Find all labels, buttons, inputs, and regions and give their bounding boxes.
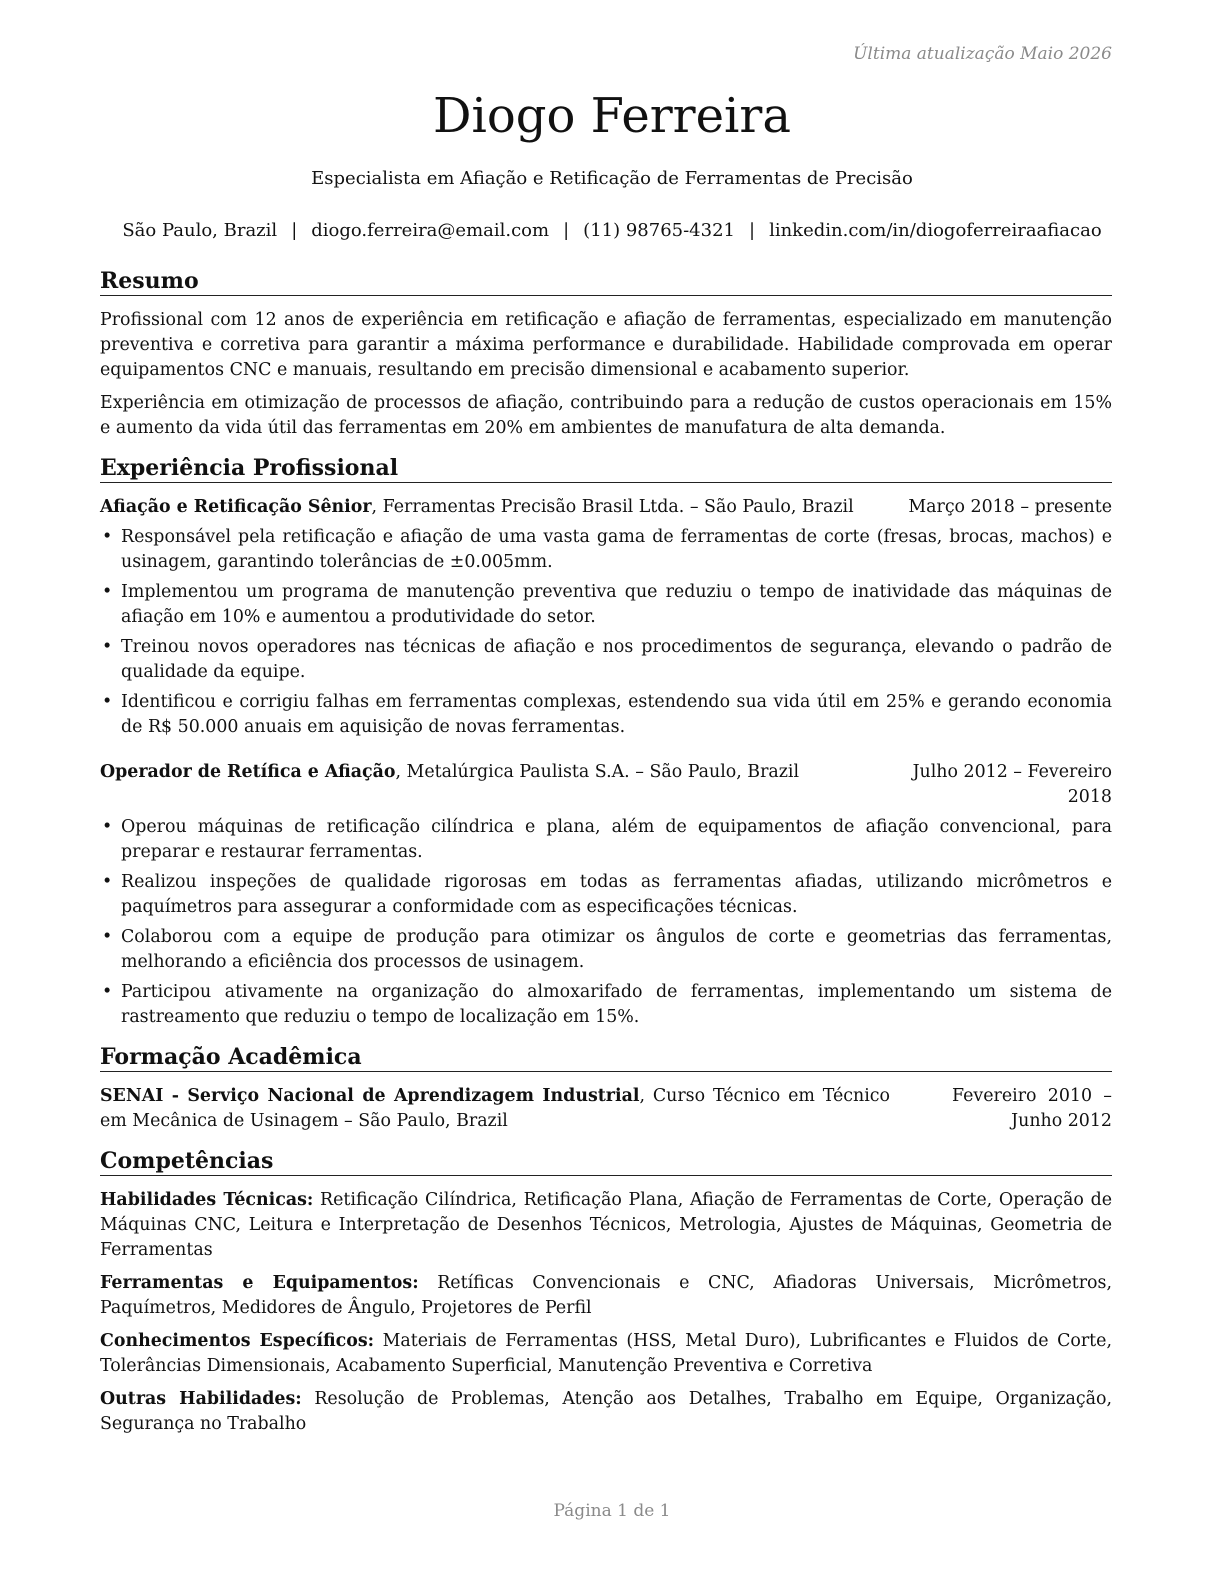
bullet-item: • Participou ativamente na organização do almoxarifado de ferramentas, implementando um sistema de rastreamento que reduziu o tempo de localização em 15%. — [100, 980, 1112, 1030]
contact-email[interactable]: diogo.ferreira@email.com — [311, 220, 550, 241]
education-description — [100, 1084, 890, 1134]
section-title-skills: Competências — [100, 1148, 1112, 1176]
summary-paragraph: Profissional com 12 anos de experiência em retificação e afiação de ferramentas, especializado em manutenção preventiva e corretiva para garantir a máxima performance e durabilidade. Habilidade comprovada em operar equipamentos CNC e manuais, resultando em precisão dimensional e acabamento superior. — [100, 310, 1112, 380]
bullet-item: • Colaborou com a equipe de produção para otimizar os ângulos de corte e geometrias das ferramentas, melhorando a eficiência dos processos de usinagem. — [100, 925, 1112, 975]
section-title-education: Formação Acadêmica — [100, 1044, 1112, 1072]
page-number: Página 1 de 1 — [553, 1501, 671, 1521]
job-title-line — [100, 495, 854, 520]
skill-value: Retificação Cilíndrica, Retificação Plana, Afiação de Ferramentas de Corte, Operação de Máquinas CNC, Leitura e Interpretação de Desenhos Técnicos, Metrologia, Ajustes de Máquinas, Geometria de Ferramentas — [100, 1190, 1113, 1260]
contact-separator: | — [749, 220, 756, 241]
skill-group — [100, 1188, 1112, 1263]
job-title-line — [100, 760, 799, 810]
job-role: Afiação e Retificação Sênior — [100, 497, 372, 517]
education-section — [100, 1044, 1112, 1134]
education-institution: SENAI - Serviço Nacional de Aprendizagem Industrial — [100, 1086, 640, 1106]
skill-value: Retíficas Convencionais e CNC, Afiadoras Universais, Micrômetros, Paquímetros, Medidores de Ângulo, Projetores de Perfil — [100, 1273, 1112, 1318]
skill-group — [100, 1329, 1112, 1379]
contact-location: São Paulo, Brazil — [122, 220, 278, 241]
job-bullets — [100, 815, 1112, 1030]
skill-group — [100, 1271, 1112, 1321]
section-title-experience: Experiência Profissional — [100, 455, 1112, 483]
job-role: Operador de Retífica e Afiação — [100, 762, 396, 782]
skill-label: Outras Habilidades: — [100, 1389, 302, 1409]
skill-value: Materiais de Ferramentas (HSS, Metal Duro), Lubrificantes e Fluidos de Corte, Tolerâncias Dimensionais, Acabamento Superficial, Manutenção Preventiva e Corretiva — [100, 1331, 1112, 1376]
education-dates: Fevereiro 2010 – Junho 2012 — [952, 1086, 1112, 1131]
education-entry — [100, 1084, 1112, 1134]
skills-section — [100, 1148, 1112, 1437]
summary-section — [100, 268, 1112, 441]
candidate-title: Especialista em Afiação e Retificação de Ferramentas de Precisão — [311, 168, 913, 189]
job-dates: Julho 2012 – Fevereiro 2018 — [912, 762, 1112, 807]
candidate-name: Diogo Ferreira — [433, 88, 791, 144]
contact-line — [0, 220, 1224, 241]
skill-group — [100, 1387, 1112, 1437]
bullet-item: • Implementou um programa de manutenção preventiva que reduziu o tempo de inatividade das máquinas de afiação em 10% e aumentou a produtividade do setor. — [100, 580, 1112, 630]
job-entry — [100, 760, 1112, 1030]
bullet-item: • Operou máquinas de retificação cilíndrica e plana, além de equipamentos de afiação convencional, para preparar e restaurar ferramentas. — [100, 815, 1112, 865]
bullet-item: • Identificou e corrigiu falhas em ferramentas complexas, estendendo sua vida útil em 25% e gerando economia de R$ 50.000 anuais em aquisição de novas ferramentas. — [100, 690, 1112, 740]
section-title-summary: Resumo — [100, 268, 1112, 296]
bullet-item: • Treinou novos operadores nas técnicas de afiação e nos procedimentos de segurança, elevando o padrão de qualidade da equipe. — [100, 635, 1112, 685]
skill-label: Habilidades Técnicas: — [100, 1190, 314, 1210]
summary-paragraph: Experiência em otimização de processos de afiação, contribuindo para a redução de custos operacionais em 15% e aumento da vida útil das ferramentas em 20% em ambientes de manufatura de alta demanda. — [100, 393, 1112, 438]
education-details: , Curso Técnico em Técnico em Mecânica de Usinagem – São Paulo, Brazil — [100, 1086, 890, 1131]
contact-phone: (11) 98765-4321 — [583, 220, 735, 241]
contact-linkedin[interactable]: linkedin.com/in/diogoferreiraafiacao — [769, 220, 1102, 241]
bullet-item: • Realizou inspeções de qualidade rigorosas em todas as ferramentas afiadas, utilizando micrômetros e paquímetros para assegurar a conformidade com as especificações técnicas. — [100, 870, 1112, 920]
skill-label: Ferramentas e Equipamentos: — [100, 1273, 419, 1293]
bullet-item: • Responsável pela retificação e afiação de uma vasta gama de ferramentas de corte (fresas, brocas, machos) e usinagem, garantindo tolerâncias de ±0.005mm. — [100, 525, 1112, 575]
job-header — [100, 495, 1112, 520]
contact-separator: | — [291, 220, 298, 241]
job-company: , Metalúrgica Paulista S.A. – São Paulo, Brazil — [395, 762, 800, 782]
skill-label: Conhecimentos Específicos: — [100, 1331, 375, 1351]
last-updated: Última atualização Maio 2026 — [853, 44, 1112, 64]
job-company: , Ferramentas Precisão Brasil Ltda. – São Paulo, Brazil — [371, 497, 854, 517]
resume-content — [100, 268, 1112, 1451]
job-entry — [100, 495, 1112, 740]
job-bullets — [100, 525, 1112, 740]
job-dates: Março 2018 – presente — [908, 497, 1112, 517]
contact-separator: | — [563, 220, 570, 241]
experience-section — [100, 455, 1112, 1030]
skill-value: Resolução de Problemas, Atenção aos Detalhes, Trabalho em Equipe, Organização, Segurança no Trabalho — [100, 1389, 1112, 1434]
job-header — [100, 760, 1112, 810]
